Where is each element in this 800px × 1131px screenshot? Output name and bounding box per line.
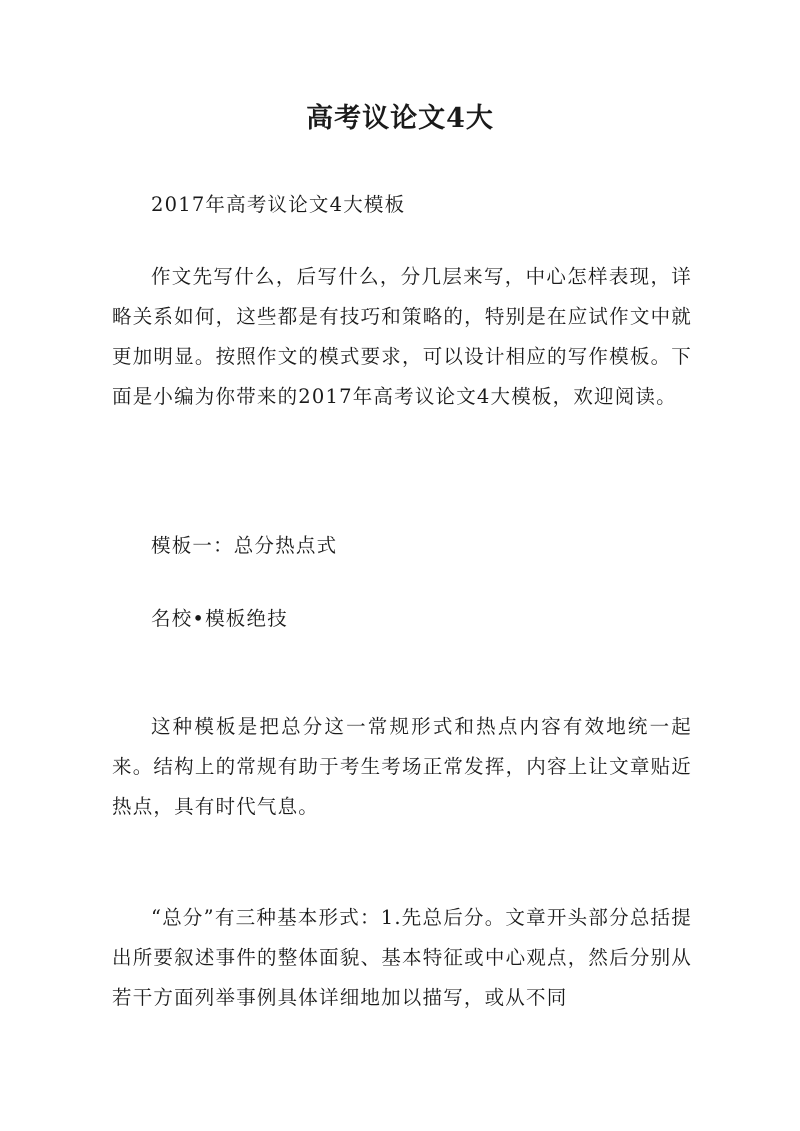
body-paragraph: 这种模板是把总分这一常规形式和热点内容有效地统一起来。结构上的常规有助于考生考场正常发挥，内容上让文章贴近热点，具有时代气息。 xyxy=(112,715,692,818)
intro-paragraph: 作文先写什么，后写什么，分几层来写，中心怎样表现，详略关系如何，这些都是有技巧和策略的，特别是在应试作文中就更加明显。按照作文的模式要求，可以设计相应的写作模板。下面是小编为你带来的2017年高考议论文4大模板，欢迎阅读。 xyxy=(112,265,692,408)
section-subheading: 名校•模板绝技 xyxy=(151,607,288,630)
section-heading-template-one: 模板一：总分热点式 xyxy=(151,534,338,557)
document-title: 高考议论文4大 xyxy=(306,103,494,134)
body-paragraph: “总分”有三种基本形式：1.先总后分。文章开头部分总括提出所要叙述事件的整体面貌、基本特征或中心观点，然后分别从若干方面列举事例具体详细地加以描写，或从不同 xyxy=(112,906,692,1009)
subtitle-paragraph: 2017年高考议论文4大模板 xyxy=(151,193,406,216)
